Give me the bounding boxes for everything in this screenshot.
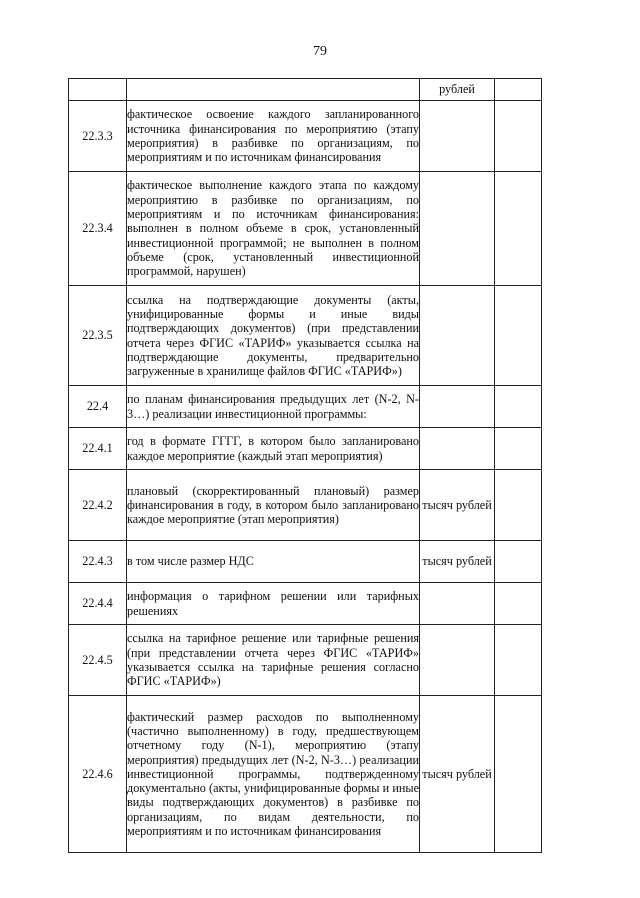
empty-cell — [495, 696, 542, 853]
description-cell: информация о тарифном решении или тарифных решениях — [127, 583, 420, 625]
table-row — [69, 172, 542, 286]
empty-cell — [495, 172, 542, 286]
description-cell: в том числе размер НДС — [127, 541, 420, 583]
num-cell: 22.3.5 — [69, 286, 127, 386]
description-cell: фактическое выполнение каждого этапа по каждому мероприятию в разбивке по организациям, по мероприятиям и по источникам финансирования: выполнен в полном объеме в срок, установленный инвестиционной программой; не выполнен в полном объеме (срок, установленный инвестиционной программой, нарушен) — [127, 172, 420, 286]
unit-cell: рублей — [420, 79, 495, 101]
table-row — [69, 625, 542, 696]
num-cell: 22.4.2 — [69, 470, 127, 541]
unit-cell — [420, 172, 495, 286]
unit-cell — [420, 101, 495, 172]
empty-cell — [495, 101, 542, 172]
table-row — [69, 79, 542, 101]
description-cell: плановый (скорректированный плановый) размер финансирования в году, в котором было запланировано каждое мероприятие (этап мероприятия) — [127, 470, 420, 541]
requirements-table — [68, 78, 542, 853]
description-cell: ссылка на подтверждающие документы (акты, унифицированные формы и иные виды подтверждающих документов) (при представлении отчета через ФГИС «ТАРИФ» указывается ссылка на подтверждающие документы, предварительно загруженные в хранилище файлов ФГИС «ТАРИФ») — [127, 286, 420, 386]
unit-cell — [420, 286, 495, 386]
empty-cell — [495, 583, 542, 625]
table-row — [69, 470, 542, 541]
unit-cell — [420, 386, 495, 428]
empty-cell — [495, 470, 542, 541]
num-cell: 22.3.4 — [69, 172, 127, 286]
description-cell — [127, 79, 420, 101]
page-number: 79 — [313, 44, 327, 59]
table-row — [69, 428, 542, 470]
description-cell: фактический размер расходов по выполненному (частично выполненному) в году, предшествующем отчетному году (N-1), мероприятию (этапу мероприятия) предыдущих лет (N-2, N-3…) реализации инвестиционной программы, подтвержденному документально (акты, унифицированные формы и иные виды подтверждающих документов) в разбивке по организациям, по видам деятельности, по мероприятиям и по источникам финансирования — [127, 696, 420, 853]
unit-cell — [420, 625, 495, 696]
unit-cell: тысяч рублей — [420, 541, 495, 583]
num-cell: 22.4.4 — [69, 583, 127, 625]
empty-cell — [495, 386, 542, 428]
empty-cell — [495, 541, 542, 583]
description-cell: фактическое освоение каждого запланированного источника финансирования по мероприятию (этапу мероприятия) в разбивке по организациям, по мероприятиям и по источникам финансирования — [127, 101, 420, 172]
num-cell: 22.4.1 — [69, 428, 127, 470]
table-row — [69, 101, 542, 172]
table-row — [69, 696, 542, 853]
num-cell: 22.4.3 — [69, 541, 127, 583]
unit-cell — [420, 583, 495, 625]
unit-cell: тысяч рублей — [420, 696, 495, 853]
empty-cell — [495, 286, 542, 386]
empty-cell — [495, 428, 542, 470]
table-row — [69, 286, 542, 386]
unit-cell — [420, 428, 495, 470]
num-cell: 22.3.3 — [69, 101, 127, 172]
empty-cell — [495, 79, 542, 101]
num-cell — [69, 79, 127, 101]
num-cell: 22.4.5 — [69, 625, 127, 696]
unit-cell: тысяч рублей — [420, 470, 495, 541]
num-cell: 22.4.6 — [69, 696, 127, 853]
table-row — [69, 386, 542, 428]
empty-cell — [495, 625, 542, 696]
description-cell: ссылка на тарифное решение или тарифные решения (при представлении отчета через ФГИС «ТАРИФ» указывается ссылка на тарифные решения согласно ФГИС «ТАРИФ») — [127, 625, 420, 696]
num-cell: 22.4 — [69, 386, 127, 428]
description-cell: год в формате ГГГГ, в котором было запланировано каждое мероприятие (каждый этап мероприятия) — [127, 428, 420, 470]
description-cell: по планам финансирования предыдущих лет (N-2, N-3…) реализации инвестиционной программы: — [127, 386, 420, 428]
table-row — [69, 583, 542, 625]
table-row — [69, 541, 542, 583]
